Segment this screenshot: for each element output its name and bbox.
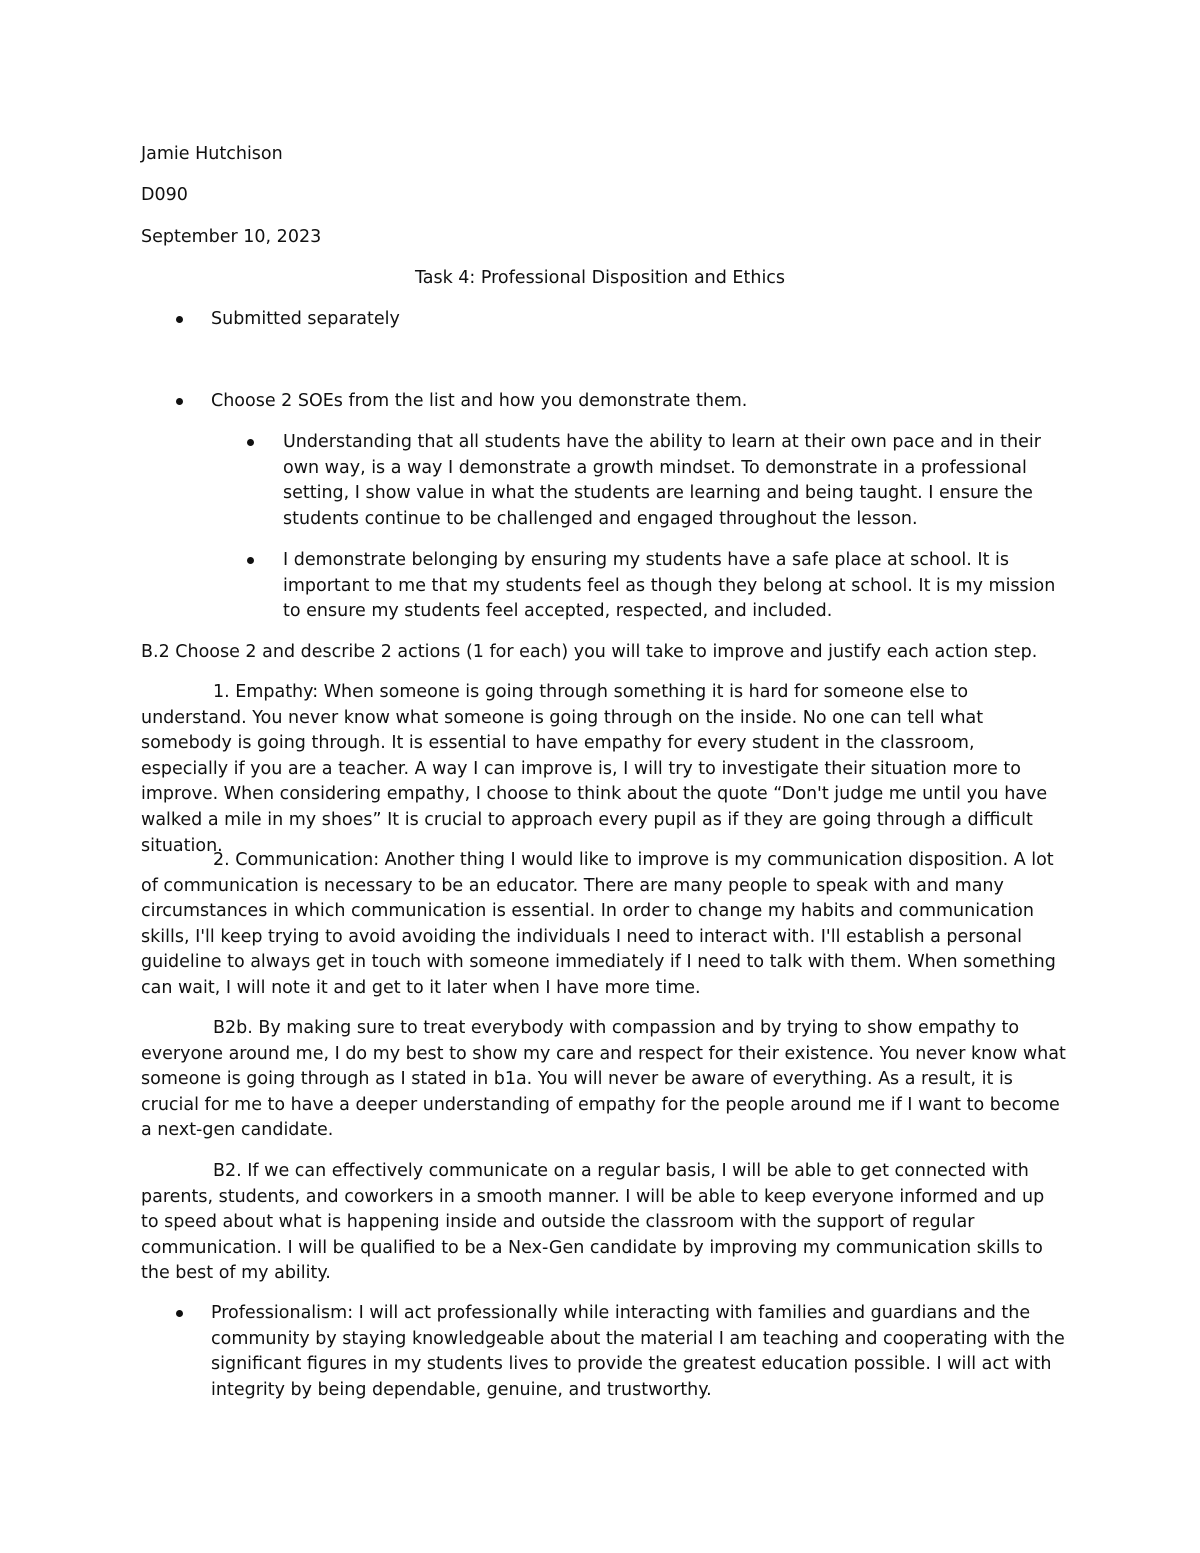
bullet-professionalism: Professionalism: I will act professionally while interacting with families and guardians and the community by staying knowledgeable about the material I am teaching and cooperating with the significant figures in my students lives to provide the greatest education possible. I will act with integrity by being dependable, genuine, and trustworthy. [211, 1303, 1065, 1400]
sub-bullet-belonging: I demonstrate belonging by ensuring my students have a safe place at school. It is important to me that my students feel as though they belong at school. It is my mission to ensure my students feel accepted, respected, and included. [283, 550, 1056, 622]
paragraph-b2: B2. If we can effectively communicate on a regular basis, I will be able to get connected with parents, students, and coworkers in a smooth manner. I will be able to keep everyone informed and up to speed about what is happening inside and outside the classroom with the support of regular communication. I will be qualified to be a Nex-Gen candidate by improving my communication skills to the best of my ability. [141, 1161, 1045, 1284]
bullet-choose-soes: Choose 2 SOEs from the list and how you demonstrate them. [211, 391, 748, 411]
document-title: Task 4: Professional Disposition and Ethics [414, 268, 786, 288]
bullet-icon [174, 1301, 184, 1326]
sub-bullet-icon [245, 548, 255, 573]
paragraph-b2b: B2b. By making sure to treat everybody with compassion and by trying to show empathy to everyone around me, I do my best to show my care and respect for their existence. You never know what someone is going through as I stated in b1a. You will never be aware of everything. As a result, it is crucial for me to have a deeper understanding of empathy for the people around me if I want to become a next-gen candidate. [141, 1018, 1066, 1141]
sub-bullet-growth-mindset: Understanding that all students have the ability to learn at their own pace and in their own way, is a way I demonstrate a growth mindset. To demonstrate in a professional setting, I show value in what the students are learning and being taught. I ensure the students continue to be challenged and engaged throughout the lesson. [283, 432, 1041, 529]
bullet-icon [174, 307, 184, 332]
paragraph-communication: 2. Communication: Another thing I would like to improve is my communication disposition. A lot of communication is necessary to be an educator. There are many people to speak with and many circumstances in which communication is essential. In order to change my habits and communication skills, I'll keep trying to avoid avoiding the individuals I need to interact with. I'll establish a personal guideline to always get in touch with someone immediately if I need to talk with them. When something can wait, I will note it and get to it later when I have more time. [141, 850, 1056, 998]
b2-heading: B.2 Choose 2 and describe 2 actions (1 for each) you will take to improve and justify each action step. [141, 642, 1038, 662]
bullet-icon [174, 389, 184, 414]
author-name: Jamie Hutchison [141, 144, 283, 164]
bullet-submitted: Submitted separately [211, 309, 400, 329]
course-code: D090 [141, 185, 188, 205]
paragraph-empathy: 1. Empathy: When someone is going through something it is hard for someone else to understand. You never know what someone is going through on the inside. No one can tell what somebody is going through. It is essential to have empathy for every student in the classroom, especially if you are a teacher. A way I can improve is, I will try to investigate their situation more to improve. When considering empathy, I choose to think about the quote “Don't judge me until you have walked a mile in my shoes” It is crucial to approach every pupil as if they are going through a difficult situation. [141, 682, 1048, 856]
sub-bullet-icon [245, 430, 255, 455]
document-date: September 10, 2023 [141, 227, 322, 247]
